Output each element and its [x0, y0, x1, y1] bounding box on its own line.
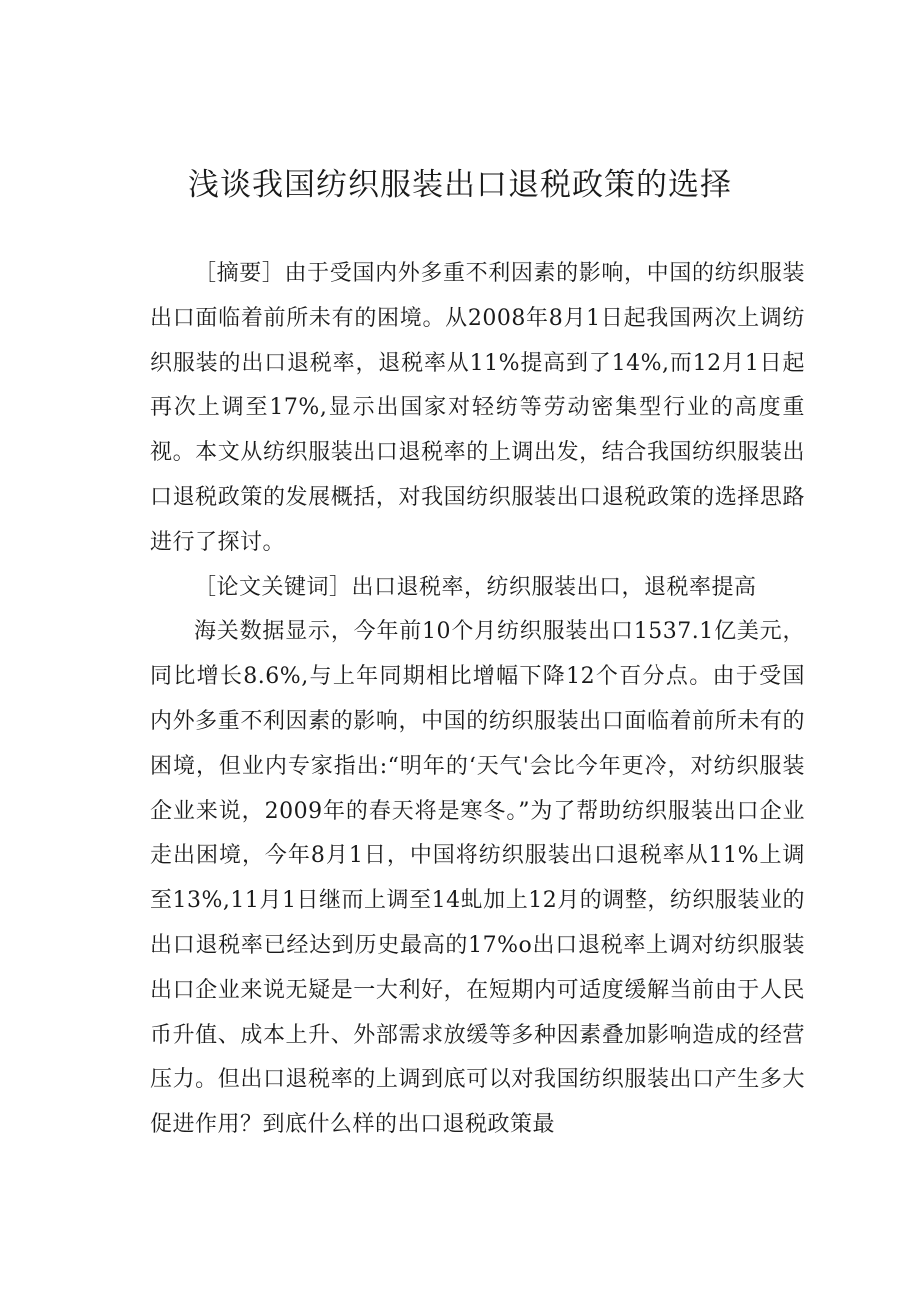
abstract-paragraph: ［摘要］由于受国内外多重不利因素的影响，中国的纺织服装出口面临着前所未有的困境。从2008年8月1日起我国两次上调纺织服装的出口退税率，退税率从11%提高到了14%,而12月1日起再次上调至17%,显示出国家对轻纺等劳动密集型行业的高度重视。本文从纺织服装出口退税率的上调出发，结合我国纺织服装出口退税政策的发展概括，对我国纺织服装出口退税政策的选择思路进行了探讨。	[150, 261, 805, 555]
document-title: 浅谈我国纺织服装出口退税政策的选择	[188, 167, 732, 203]
document-body	[150, 252, 805, 1148]
body-paragraph: 海关数据显示，今年前10个月纺织服装出口1537.1亿美元，同比增长8.6%,与上年同期相比增幅下降12个百分点。由于受国内外多重不利因素的影响，中国的纺织服装出口面临着前所未有的困境，但业内专家指出:“明年的‘天气'会比今年更冷，对纺织服装企业来说，2009年的春天将是寒冬。”为了帮助纺织服装出口企业走出困境，今年8月1日，中国将纺织服装出口退税率从11%上调至13%,11月1日继而上调至14虬加上12月的调整，纺织服装业的出口退税率已经达到历史最高的17%o出口退税率上调对纺织服装出口企业来说无疑是一大利好，在短期内可适度缓解当前由于人民币升值、成本上升、外部需求放缓等多种因素叠加影响造成的经营压力。但出口退税率的上调到底可以对我国纺织服装出口产生多大促进作用？到底什么样的出口退税政策最	[150, 619, 805, 1138]
keywords-paragraph: ［论文关键词］出口退税率，纺织服装出口，退税率提高	[194, 574, 757, 600]
